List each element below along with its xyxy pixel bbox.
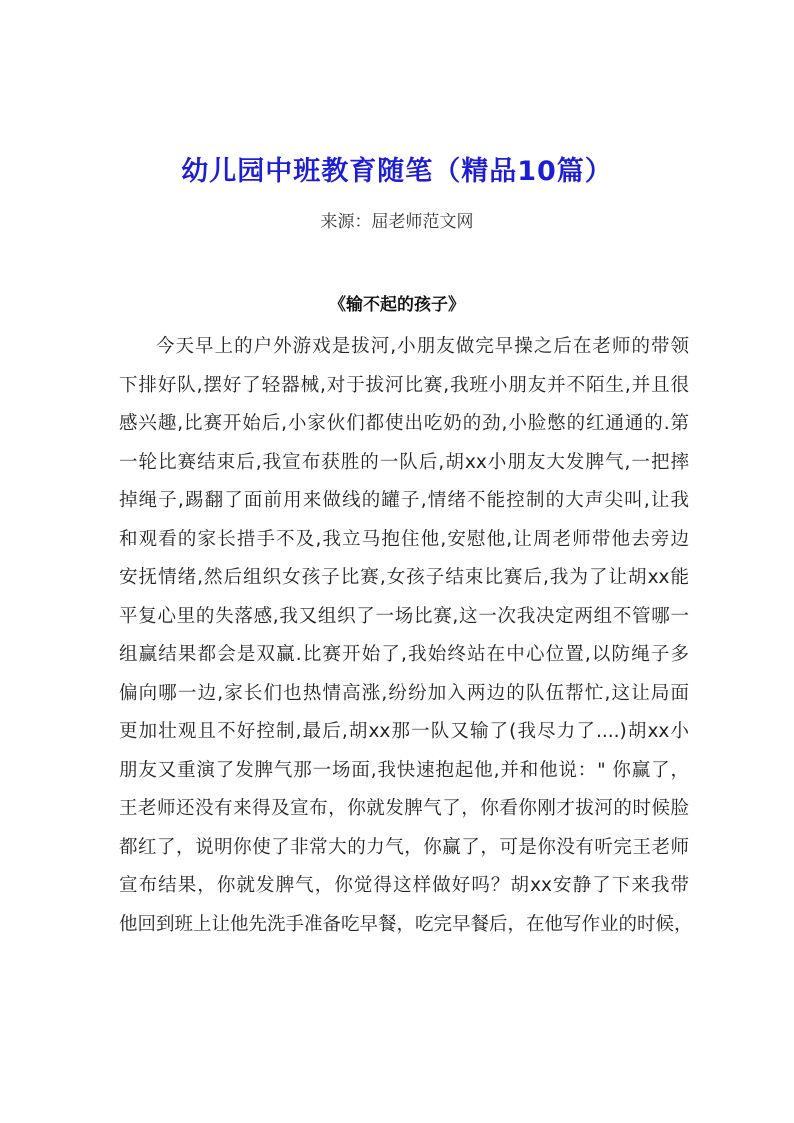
body-line: 感兴趣,比赛开始后,小家伙们都使出吃奶的劲,小脸憋的红通通的.第 xyxy=(119,413,689,434)
body-line: 都红了，说明你使了非常大的力气，你赢了，可是你没有听完王老师 xyxy=(119,836,689,858)
source-line: 来源：屈老师范文网 xyxy=(320,212,474,232)
document-title: 幼儿园中班教育随笔（精品10篇） xyxy=(181,156,613,187)
body-line: 和观看的家长措手不及,我立马抱住他,安慰他,让周老师带他去旁边 xyxy=(119,528,689,550)
body-line: 王老师还没有来得及宣布，你就发脾气了，你看你刚才拔河的时候脸 xyxy=(119,798,689,819)
body-line: 平复心里的失落感,我又组织了一场比赛,这一次我决定两组不管哪一 xyxy=(119,605,689,627)
body-line: 偏向哪一边,家长们也热情高涨,纷纷加入两边的队伍帮忙,这让局面 xyxy=(119,682,689,704)
body-line: 掉绳子,踢翻了面前用来做线的罐子,情绪不能控制的大声尖叫,让我 xyxy=(119,490,689,511)
body-line: 他回到班上让他先洗手准备吃早餐，吃完早餐后，在他写作业的时候， xyxy=(119,913,693,935)
body-line: 安抚情绪,然后组织女孩子比赛,女孩子结束比赛后,我为了让胡xx能 xyxy=(119,567,689,588)
article-body xyxy=(119,328,693,944)
body-line: 今天早上的户外游戏是拔河,小朋友做完早操之后在老师的带领 xyxy=(156,336,689,357)
body-line: 一轮比赛结束后,我宣布获胜的一队后,胡xx小朋友大发脾气,一把摔 xyxy=(119,451,689,473)
body-line: 更加壮观且不好控制,最后,胡xx那一队又输了(我尽力了....)胡xx小 xyxy=(119,721,689,742)
article-title: 《输不起的孩子》 xyxy=(329,295,465,315)
body-line: 组赢结果都会是双赢.比赛开始了,我始终站在中心位置,以防绳子多 xyxy=(119,644,689,665)
body-line: 朋友又重演了发脾气那一场面,我快速抱起他,并和他说：" 你赢了， xyxy=(119,759,689,781)
body-line: 宣布结果，你就发脾气，你觉得这样做好吗？胡xx安静了下来我带 xyxy=(119,875,689,896)
body-line: 下排好队,摆好了轻器械,对于拔河比赛,我班小朋友并不陌生,并且很 xyxy=(119,374,689,396)
